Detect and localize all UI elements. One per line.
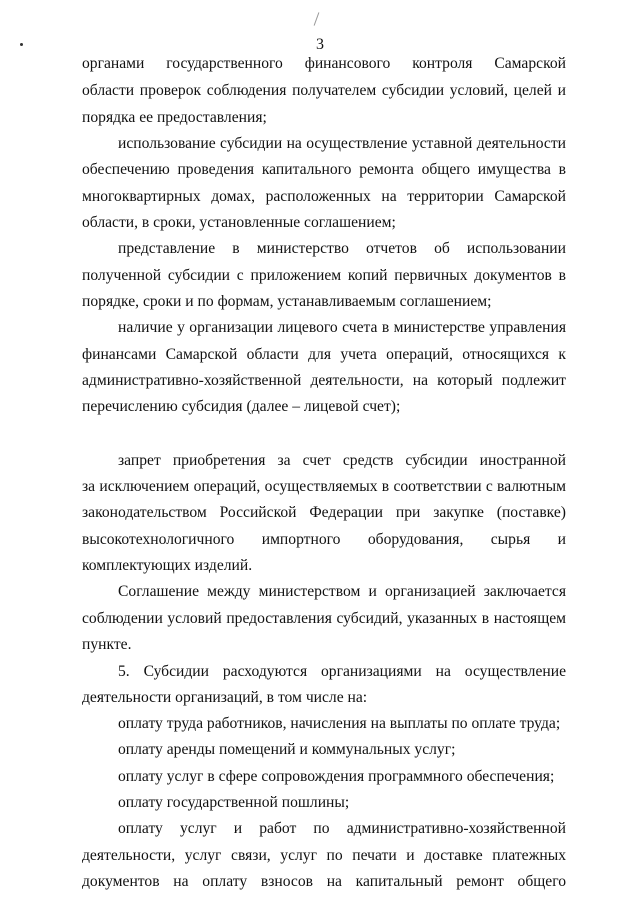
text-line: представление в министерство отчетов об использовании [118,240,566,257]
text-line: деятельности организаций, в том числе на: [82,689,368,706]
text-line: комплектующих изделий. [82,557,253,574]
text-line: запрет приобретения за счет средств субсидии иностранной [118,452,566,469]
text-line: высокотехнологичного импортного оборудования, сырья и [82,531,566,548]
text-line: обеспечению проведения капитального ремонта общего имущества в [82,161,566,178]
text-line: 5. Субсидии расходуются организациями на осуществление [118,663,566,680]
text-line: соблюдении условий предоставления субсидий, указанных в настоящем [82,610,566,627]
text-line: оплату услуг в сфере сопровождения программного обеспечения; [118,768,555,785]
text-line: Соглашение между министерством и организацией заключается [118,583,566,600]
text-line: оплату аренды помещений и коммунальных услуг; [118,741,456,758]
text-line: перечислению субсидия (далее – лицевой счет); [82,398,401,415]
text-line: порядка ее предоставления; [82,109,267,126]
text-line: финансами Самарской области для учета операций, относящихся к [82,346,566,363]
text-line: порядке, сроки и по формам, устанавливаемым соглашением; [82,293,492,310]
text-line: многоквартирных домах, расположенных на территории Самарской [82,188,566,205]
text-line: оплату труда работников, начисления на выплаты по оплате труда; [118,715,561,732]
scan-mark [314,12,320,25]
page-number: 3 [316,36,324,53]
text-line: оплату государственной пошлины; [118,794,350,811]
text-line: области проверок соблюдения получателем субсидии условий, целей и [82,82,566,99]
text-line: наличие у организации лицевого счета в министерстве управления [118,319,566,336]
text-line: законодательством Российской Федерации при закупке (поставке) [82,504,566,521]
text-line: полученной субсидии с приложением копий первичных документов в [82,267,566,284]
text-line: органами государственного финансового контроля Самарской [82,55,566,72]
text-line: оплату услуг и работ по административно-хозяйственной [118,820,566,837]
text-line: административно-хозяйственной деятельности, на который подлежит [82,372,566,389]
text-line: за исключением операций, осуществляемых в соответствии с валютным [82,478,566,495]
text-line: деятельности, услуг связи, услуг по печати и доставке платежных [82,847,566,864]
text-line: использование субсидии на осуществление уставной деятельности [118,135,566,152]
text-line: области, в сроки, установленные соглашением; [82,214,396,231]
text-line: документов на оплату взносов на капитальный ремонт общего [82,873,566,890]
text-line: пункте. [82,636,132,653]
